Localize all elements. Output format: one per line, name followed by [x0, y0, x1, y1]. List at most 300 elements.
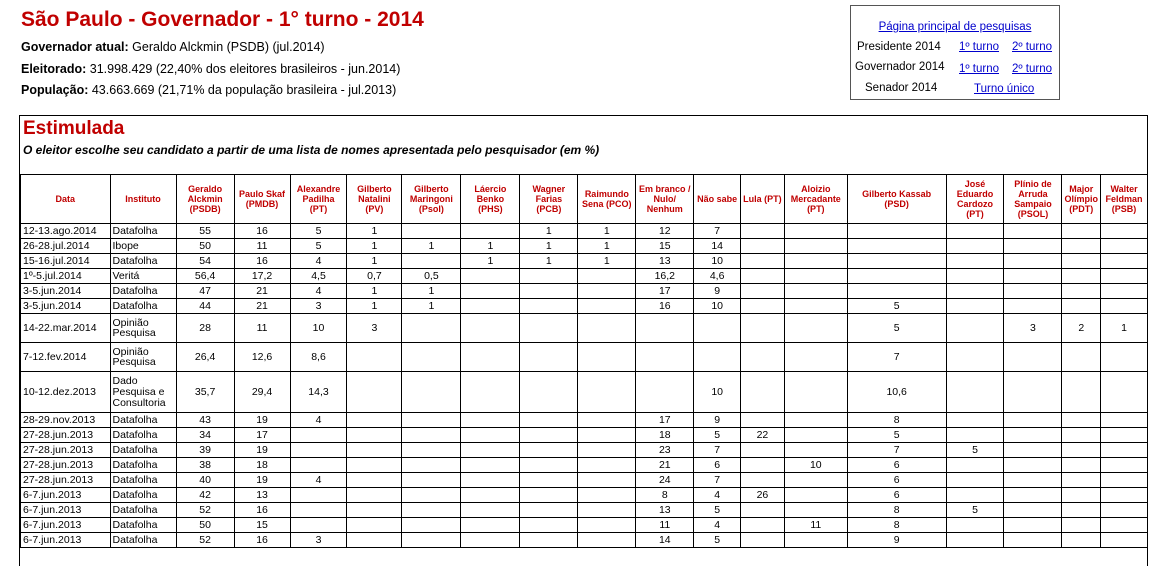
column-header: Gilberto Kassab (PSD) — [847, 175, 946, 224]
value-cell — [1062, 413, 1101, 428]
date-cell: 3-5.jun.2014 — [21, 299, 111, 314]
value-cell: 1 — [402, 299, 461, 314]
table-row — [21, 458, 1148, 473]
value-cell: 17 — [636, 284, 694, 299]
value-cell — [402, 458, 461, 473]
value-cell: 13 — [636, 254, 694, 269]
column-header: Raimundo Sena (PCO) — [578, 175, 636, 224]
value-cell — [741, 503, 785, 518]
value-cell: 6 — [847, 473, 946, 488]
nav-row-label: Presidente 2014 — [857, 41, 941, 53]
value-cell — [578, 488, 636, 503]
column-header: Plínio de Arruda Sampaio (PSOL) — [1004, 175, 1062, 224]
value-cell — [946, 488, 1004, 503]
value-cell — [578, 503, 636, 518]
stimulated-poll-section — [19, 115, 1148, 566]
value-cell — [1062, 343, 1101, 372]
value-cell: 11 — [784, 518, 847, 533]
value-cell — [461, 314, 520, 343]
institute-cell: Datafolha — [110, 299, 176, 314]
value-cell — [578, 413, 636, 428]
column-header: Alexandre Padilha (PT) — [290, 175, 347, 224]
value-cell — [520, 269, 578, 284]
value-cell — [1101, 428, 1148, 443]
value-cell — [402, 503, 461, 518]
table-row — [21, 413, 1148, 428]
value-cell — [578, 299, 636, 314]
table-row — [21, 299, 1148, 314]
value-cell: 12 — [636, 224, 694, 239]
value-cell — [402, 428, 461, 443]
value-cell: 5 — [946, 443, 1004, 458]
column-header: Aloizio Mercadante (PT) — [784, 175, 847, 224]
value-cell — [741, 443, 785, 458]
value-cell — [784, 372, 847, 413]
value-cell — [520, 518, 578, 533]
value-cell — [1101, 488, 1148, 503]
value-cell: 10 — [290, 314, 347, 343]
value-cell — [402, 254, 461, 269]
date-cell: 6-7.jun.2013 — [21, 503, 111, 518]
current-governor-label: Governador atual: — [21, 40, 129, 54]
presidente-1-turno-link[interactable]: 1º turno — [959, 41, 1000, 53]
value-cell: 8,6 — [290, 343, 347, 372]
value-cell — [347, 413, 402, 428]
table-row — [21, 518, 1148, 533]
value-cell: 1 — [347, 284, 402, 299]
value-cell — [741, 314, 785, 343]
value-cell — [402, 372, 461, 413]
value-cell — [1062, 518, 1101, 533]
value-cell: 12,6 — [234, 343, 290, 372]
institute-cell: Datafolha — [110, 284, 176, 299]
value-cell: 1 — [347, 299, 402, 314]
value-cell — [461, 343, 520, 372]
date-cell: 15-16.jul.2014 — [21, 254, 111, 269]
value-cell: 5 — [946, 503, 1004, 518]
value-cell — [461, 284, 520, 299]
value-cell — [946, 518, 1004, 533]
value-cell — [847, 239, 946, 254]
value-cell: 7 — [847, 443, 946, 458]
value-cell — [1101, 343, 1148, 372]
value-cell — [784, 533, 847, 548]
value-cell — [520, 299, 578, 314]
value-cell — [1101, 224, 1148, 239]
value-cell — [784, 254, 847, 269]
table-row — [21, 372, 1148, 413]
institute-cell: Opinião Pesquisa — [110, 343, 176, 372]
value-cell — [784, 413, 847, 428]
value-cell: 1 — [402, 284, 461, 299]
column-header: Data — [21, 175, 111, 224]
institute-cell: Datafolha — [110, 413, 176, 428]
value-cell: 11 — [234, 239, 290, 254]
column-header: Major Olímpio (PDT) — [1062, 175, 1101, 224]
value-cell: 9 — [847, 533, 946, 548]
table-row — [21, 428, 1148, 443]
value-cell — [946, 372, 1004, 413]
value-cell — [741, 239, 785, 254]
value-cell: 50 — [176, 518, 234, 533]
value-cell — [1004, 518, 1062, 533]
value-cell — [741, 533, 785, 548]
value-cell — [461, 488, 520, 503]
value-cell: 17 — [636, 413, 694, 428]
poll-table — [20, 174, 1148, 548]
value-cell: 2 — [1062, 314, 1101, 343]
value-cell: 10 — [694, 299, 741, 314]
value-cell — [1004, 473, 1062, 488]
value-cell — [347, 503, 402, 518]
date-cell: 10-12.dez.2013 — [21, 372, 111, 413]
value-cell — [461, 413, 520, 428]
governador-1-turno-link[interactable]: 1º turno — [959, 63, 1000, 75]
table-row — [21, 239, 1148, 254]
column-header: Láercio Benko (PHS) — [461, 175, 520, 224]
value-cell — [946, 473, 1004, 488]
value-cell: 8 — [847, 518, 946, 533]
value-cell: 19 — [234, 473, 290, 488]
table-row — [21, 314, 1148, 343]
senador-turno-unico-link[interactable]: Turno único — [974, 83, 1035, 95]
value-cell — [1004, 254, 1062, 269]
value-cell — [847, 269, 946, 284]
value-cell — [520, 473, 578, 488]
value-cell — [290, 428, 347, 443]
value-cell: 16 — [234, 503, 290, 518]
value-cell: 3 — [290, 299, 347, 314]
value-cell — [946, 254, 1004, 269]
electorate — [21, 62, 400, 76]
column-header: Não sabe — [694, 175, 741, 224]
value-cell: 10 — [694, 254, 741, 269]
value-cell: 1 — [578, 239, 636, 254]
column-header: Paulo Skaf (PMDB) — [234, 175, 290, 224]
column-header: Wagner Farias (PCB) — [520, 175, 578, 224]
value-cell: 5 — [694, 533, 741, 548]
institute-cell: Ibope — [110, 239, 176, 254]
column-header: Instituto — [110, 175, 176, 224]
value-cell — [946, 239, 1004, 254]
value-cell: 52 — [176, 503, 234, 518]
value-cell: 16 — [234, 533, 290, 548]
value-cell: 6 — [694, 458, 741, 473]
column-header: Lula (PT) — [741, 175, 785, 224]
value-cell — [741, 269, 785, 284]
value-cell: 7 — [694, 443, 741, 458]
column-header: Gilberto Natalini (PV) — [347, 175, 402, 224]
date-cell: 6-7.jun.2013 — [21, 488, 111, 503]
value-cell — [946, 413, 1004, 428]
value-cell: 11 — [234, 314, 290, 343]
value-cell — [636, 343, 694, 372]
value-cell — [347, 473, 402, 488]
value-cell — [946, 269, 1004, 284]
value-cell — [461, 458, 520, 473]
value-cell — [694, 314, 741, 343]
value-cell: 15 — [636, 239, 694, 254]
value-cell — [1004, 239, 1062, 254]
value-cell: 1 — [578, 254, 636, 269]
value-cell — [1004, 443, 1062, 458]
value-cell: 42 — [176, 488, 234, 503]
nav-row-presidente — [851, 37, 1059, 58]
value-cell — [578, 458, 636, 473]
value-cell: 5 — [694, 428, 741, 443]
value-cell — [290, 443, 347, 458]
value-cell — [402, 533, 461, 548]
institute-cell: Datafolha — [110, 443, 176, 458]
institute-cell: Dado Pesquisa e Consultoria — [110, 372, 176, 413]
value-cell — [347, 372, 402, 413]
value-cell — [578, 269, 636, 284]
value-cell — [741, 343, 785, 372]
value-cell — [1004, 372, 1062, 413]
nav-row-label: Governador 2014 — [855, 61, 945, 73]
value-cell: 8 — [847, 503, 946, 518]
value-cell — [520, 314, 578, 343]
value-cell — [1062, 284, 1101, 299]
value-cell: 3 — [347, 314, 402, 343]
date-cell: 27-28.jun.2013 — [21, 428, 111, 443]
presidente-2-turno-link[interactable]: 2º turno — [1012, 41, 1053, 53]
value-cell: 26,4 — [176, 343, 234, 372]
table-row — [21, 254, 1148, 269]
value-cell: 1 — [347, 254, 402, 269]
value-cell — [741, 284, 785, 299]
value-cell — [578, 473, 636, 488]
value-cell — [946, 428, 1004, 443]
value-cell: 1 — [402, 239, 461, 254]
value-cell — [1004, 413, 1062, 428]
value-cell: 14 — [694, 239, 741, 254]
main-research-page-link[interactable]: Página principal de pesquisas — [878, 21, 1032, 33]
value-cell — [1062, 254, 1101, 269]
value-cell — [578, 314, 636, 343]
value-cell — [784, 299, 847, 314]
value-cell — [741, 473, 785, 488]
date-cell: 14-22.mar.2014 — [21, 314, 111, 343]
value-cell — [1062, 224, 1101, 239]
population-label: População: — [21, 83, 89, 97]
value-cell: 11 — [636, 518, 694, 533]
value-cell — [461, 224, 520, 239]
table-header-row — [21, 175, 1148, 224]
column-header: Em branco / Nulo/ Nenhum — [636, 175, 694, 224]
date-cell: 3-5.jun.2014 — [21, 284, 111, 299]
current-governor-value: Geraldo Alckmin (PSDB) (jul.2014) — [132, 40, 325, 54]
electorate-label: Eleitorado: — [21, 62, 87, 76]
value-cell: 4 — [290, 284, 347, 299]
date-cell: 27-28.jun.2013 — [21, 443, 111, 458]
institute-cell: Opinião Pesquisa — [110, 314, 176, 343]
value-cell — [1062, 372, 1101, 413]
institute-cell: Datafolha — [110, 488, 176, 503]
value-cell: 7 — [694, 224, 741, 239]
value-cell — [1101, 372, 1148, 413]
value-cell: 6 — [847, 458, 946, 473]
date-cell: 28-29.nov.2013 — [21, 413, 111, 428]
institute-cell: Datafolha — [110, 254, 176, 269]
value-cell — [461, 372, 520, 413]
institute-cell: Datafolha — [110, 533, 176, 548]
institute-cell: Datafolha — [110, 428, 176, 443]
value-cell: 14,3 — [290, 372, 347, 413]
value-cell: 50 — [176, 239, 234, 254]
value-cell: 16 — [636, 299, 694, 314]
value-cell — [290, 518, 347, 533]
section-subtitle: O eleitor escolhe seu candidato a partir de uma lista de nomes apresentada pelo pesquisador (em %) — [23, 143, 600, 157]
value-cell: 54 — [176, 254, 234, 269]
value-cell — [347, 518, 402, 533]
value-cell: 10 — [784, 458, 847, 473]
value-cell: 5 — [847, 428, 946, 443]
current-governor — [21, 40, 325, 54]
value-cell: 19 — [234, 443, 290, 458]
value-cell: 22 — [741, 428, 785, 443]
value-cell: 3 — [290, 533, 347, 548]
value-cell — [461, 428, 520, 443]
value-cell — [520, 458, 578, 473]
institute-cell: Veritá — [110, 269, 176, 284]
table-row — [21, 533, 1148, 548]
value-cell: 9 — [694, 413, 741, 428]
value-cell — [946, 458, 1004, 473]
value-cell — [784, 269, 847, 284]
value-cell — [784, 428, 847, 443]
electorate-value: 31.998.429 (22,40% dos eleitores brasileiros - jun.2014) — [89, 62, 401, 76]
value-cell: 4,5 — [290, 269, 347, 284]
page-title: São Paulo - Governador - 1° turno - 2014 — [21, 8, 424, 31]
value-cell: 21 — [636, 458, 694, 473]
value-cell — [520, 503, 578, 518]
value-cell: 1 — [461, 254, 520, 269]
value-cell: 18 — [234, 458, 290, 473]
value-cell — [1004, 458, 1062, 473]
value-cell — [1004, 284, 1062, 299]
date-cell: 6-7.jun.2013 — [21, 533, 111, 548]
value-cell — [636, 372, 694, 413]
value-cell — [1004, 488, 1062, 503]
value-cell: 4 — [694, 488, 741, 503]
value-cell: 1 — [520, 254, 578, 269]
value-cell: 23 — [636, 443, 694, 458]
date-cell: 1º-5.jul.2014 — [21, 269, 111, 284]
value-cell: 1 — [461, 239, 520, 254]
value-cell: 5 — [290, 239, 347, 254]
value-cell — [847, 224, 946, 239]
value-cell: 26 — [741, 488, 785, 503]
value-cell — [461, 269, 520, 284]
value-cell — [1101, 269, 1148, 284]
value-cell: 10,6 — [847, 372, 946, 413]
value-cell — [520, 413, 578, 428]
value-cell: 16,2 — [636, 269, 694, 284]
table-row — [21, 473, 1148, 488]
value-cell — [784, 224, 847, 239]
value-cell: 1 — [520, 224, 578, 239]
value-cell: 1 — [1101, 314, 1148, 343]
value-cell: 7 — [847, 343, 946, 372]
value-cell — [1004, 533, 1062, 548]
value-cell — [784, 488, 847, 503]
value-cell — [461, 443, 520, 458]
value-cell — [520, 428, 578, 443]
value-cell — [741, 254, 785, 269]
value-cell — [578, 428, 636, 443]
value-cell — [1004, 269, 1062, 284]
value-cell: 55 — [176, 224, 234, 239]
nav-row-governador — [851, 57, 1059, 78]
value-cell — [347, 458, 402, 473]
value-cell: 1 — [578, 224, 636, 239]
nav-row-senador — [851, 78, 1059, 99]
value-cell — [402, 518, 461, 533]
value-cell — [1062, 473, 1101, 488]
value-cell — [784, 314, 847, 343]
value-cell: 56,4 — [176, 269, 234, 284]
institute-cell: Datafolha — [110, 473, 176, 488]
value-cell — [1062, 299, 1101, 314]
value-cell: 5 — [847, 299, 946, 314]
column-header: Gilberto Maringoni (Psol) — [402, 175, 461, 224]
value-cell — [402, 343, 461, 372]
value-cell: 13 — [636, 503, 694, 518]
column-header: Walter Feldman (PSB) — [1101, 175, 1148, 224]
value-cell — [520, 533, 578, 548]
value-cell — [1004, 343, 1062, 372]
value-cell — [1101, 473, 1148, 488]
value-cell — [784, 239, 847, 254]
value-cell: 4 — [290, 473, 347, 488]
value-cell — [1004, 299, 1062, 314]
value-cell — [741, 299, 785, 314]
value-cell: 43 — [176, 413, 234, 428]
value-cell — [1101, 458, 1148, 473]
table-row — [21, 224, 1148, 239]
value-cell — [461, 473, 520, 488]
value-cell — [578, 343, 636, 372]
value-cell: 5 — [694, 503, 741, 518]
value-cell — [1062, 503, 1101, 518]
value-cell: 4 — [694, 518, 741, 533]
nav-row-label: Senador 2014 — [865, 82, 938, 94]
value-cell: 1 — [347, 224, 402, 239]
value-cell: 9 — [694, 284, 741, 299]
value-cell — [946, 533, 1004, 548]
value-cell — [741, 372, 785, 413]
value-cell — [847, 284, 946, 299]
value-cell — [347, 343, 402, 372]
value-cell: 0,5 — [402, 269, 461, 284]
value-cell — [461, 518, 520, 533]
column-header: José Eduardo Cardozo (PT) — [946, 175, 1004, 224]
value-cell: 18 — [636, 428, 694, 443]
population — [21, 83, 396, 97]
institute-cell: Datafolha — [110, 518, 176, 533]
value-cell — [946, 224, 1004, 239]
value-cell — [847, 254, 946, 269]
value-cell: 5 — [847, 314, 946, 343]
value-cell: 8 — [847, 413, 946, 428]
value-cell — [784, 443, 847, 458]
value-cell — [461, 503, 520, 518]
value-cell — [1062, 239, 1101, 254]
value-cell: 4 — [290, 413, 347, 428]
value-cell — [347, 428, 402, 443]
governador-2-turno-link[interactable]: 2º turno — [1012, 63, 1053, 75]
